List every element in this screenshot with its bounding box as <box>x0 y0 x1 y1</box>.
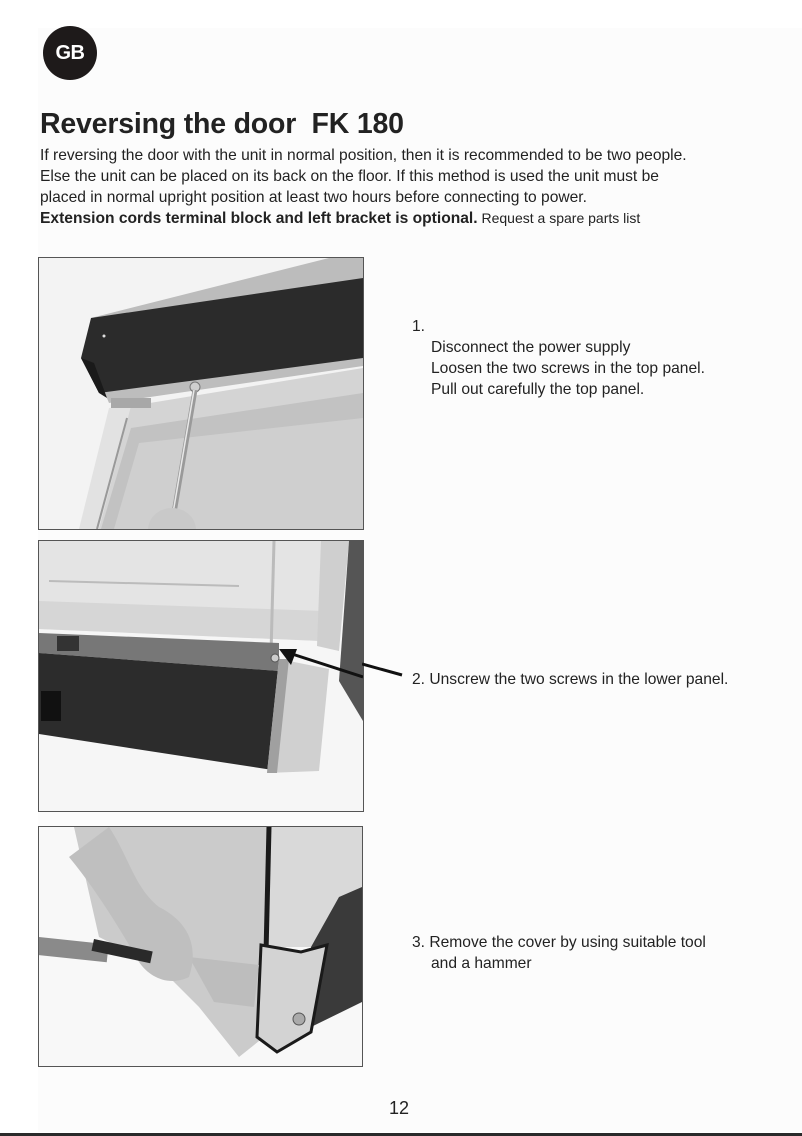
pointer-arrow-line <box>362 660 404 680</box>
language-badge: GB <box>43 26 97 80</box>
step-number: 2. <box>412 671 426 688</box>
step-3-instructions <box>412 932 706 974</box>
step-2-instructions <box>412 669 728 690</box>
step-3-photo <box>38 826 363 1067</box>
step-line: Loosen the two screws in the top panel. <box>431 360 705 377</box>
lower-panel-illustration <box>39 541 363 811</box>
page-number: 12 <box>389 1098 410 1118</box>
page-title: Reversing the door FK 180 <box>40 108 404 140</box>
step-number: 1. <box>412 318 426 335</box>
optional-parts-period: . <box>473 210 478 227</box>
remove-cover-illustration <box>39 827 362 1066</box>
intro-line: Else the unit can be placed on its back on the floor. If this method is used the unit must be <box>40 168 659 185</box>
step-line: Remove the cover by using suitable tool <box>429 934 706 951</box>
top-panel-illustration <box>39 258 363 529</box>
step-1-instructions <box>412 316 705 400</box>
intro-text <box>40 145 780 229</box>
intro-line: If reversing the door with the unit in normal position, then it is recommended to be two people. <box>40 147 687 164</box>
step-1-photo <box>38 257 364 530</box>
step-2-photo <box>38 540 364 812</box>
step-number: 3. <box>412 934 426 951</box>
step-line: Unscrew the two screws in the lower panel. <box>429 671 729 688</box>
spare-parts-request: Request a spare parts list <box>477 210 641 226</box>
optional-parts-note <box>40 208 780 229</box>
intro-line: placed in normal upright position at least two hours before connecting to power. <box>40 189 587 206</box>
step-line: Pull out carefully the top panel. <box>431 381 645 398</box>
step-line: Disconnect the power supply <box>431 339 631 356</box>
optional-parts-bold: Extension cords terminal block and left bracket is optional <box>40 210 474 227</box>
step-line: and a hammer <box>431 955 532 972</box>
